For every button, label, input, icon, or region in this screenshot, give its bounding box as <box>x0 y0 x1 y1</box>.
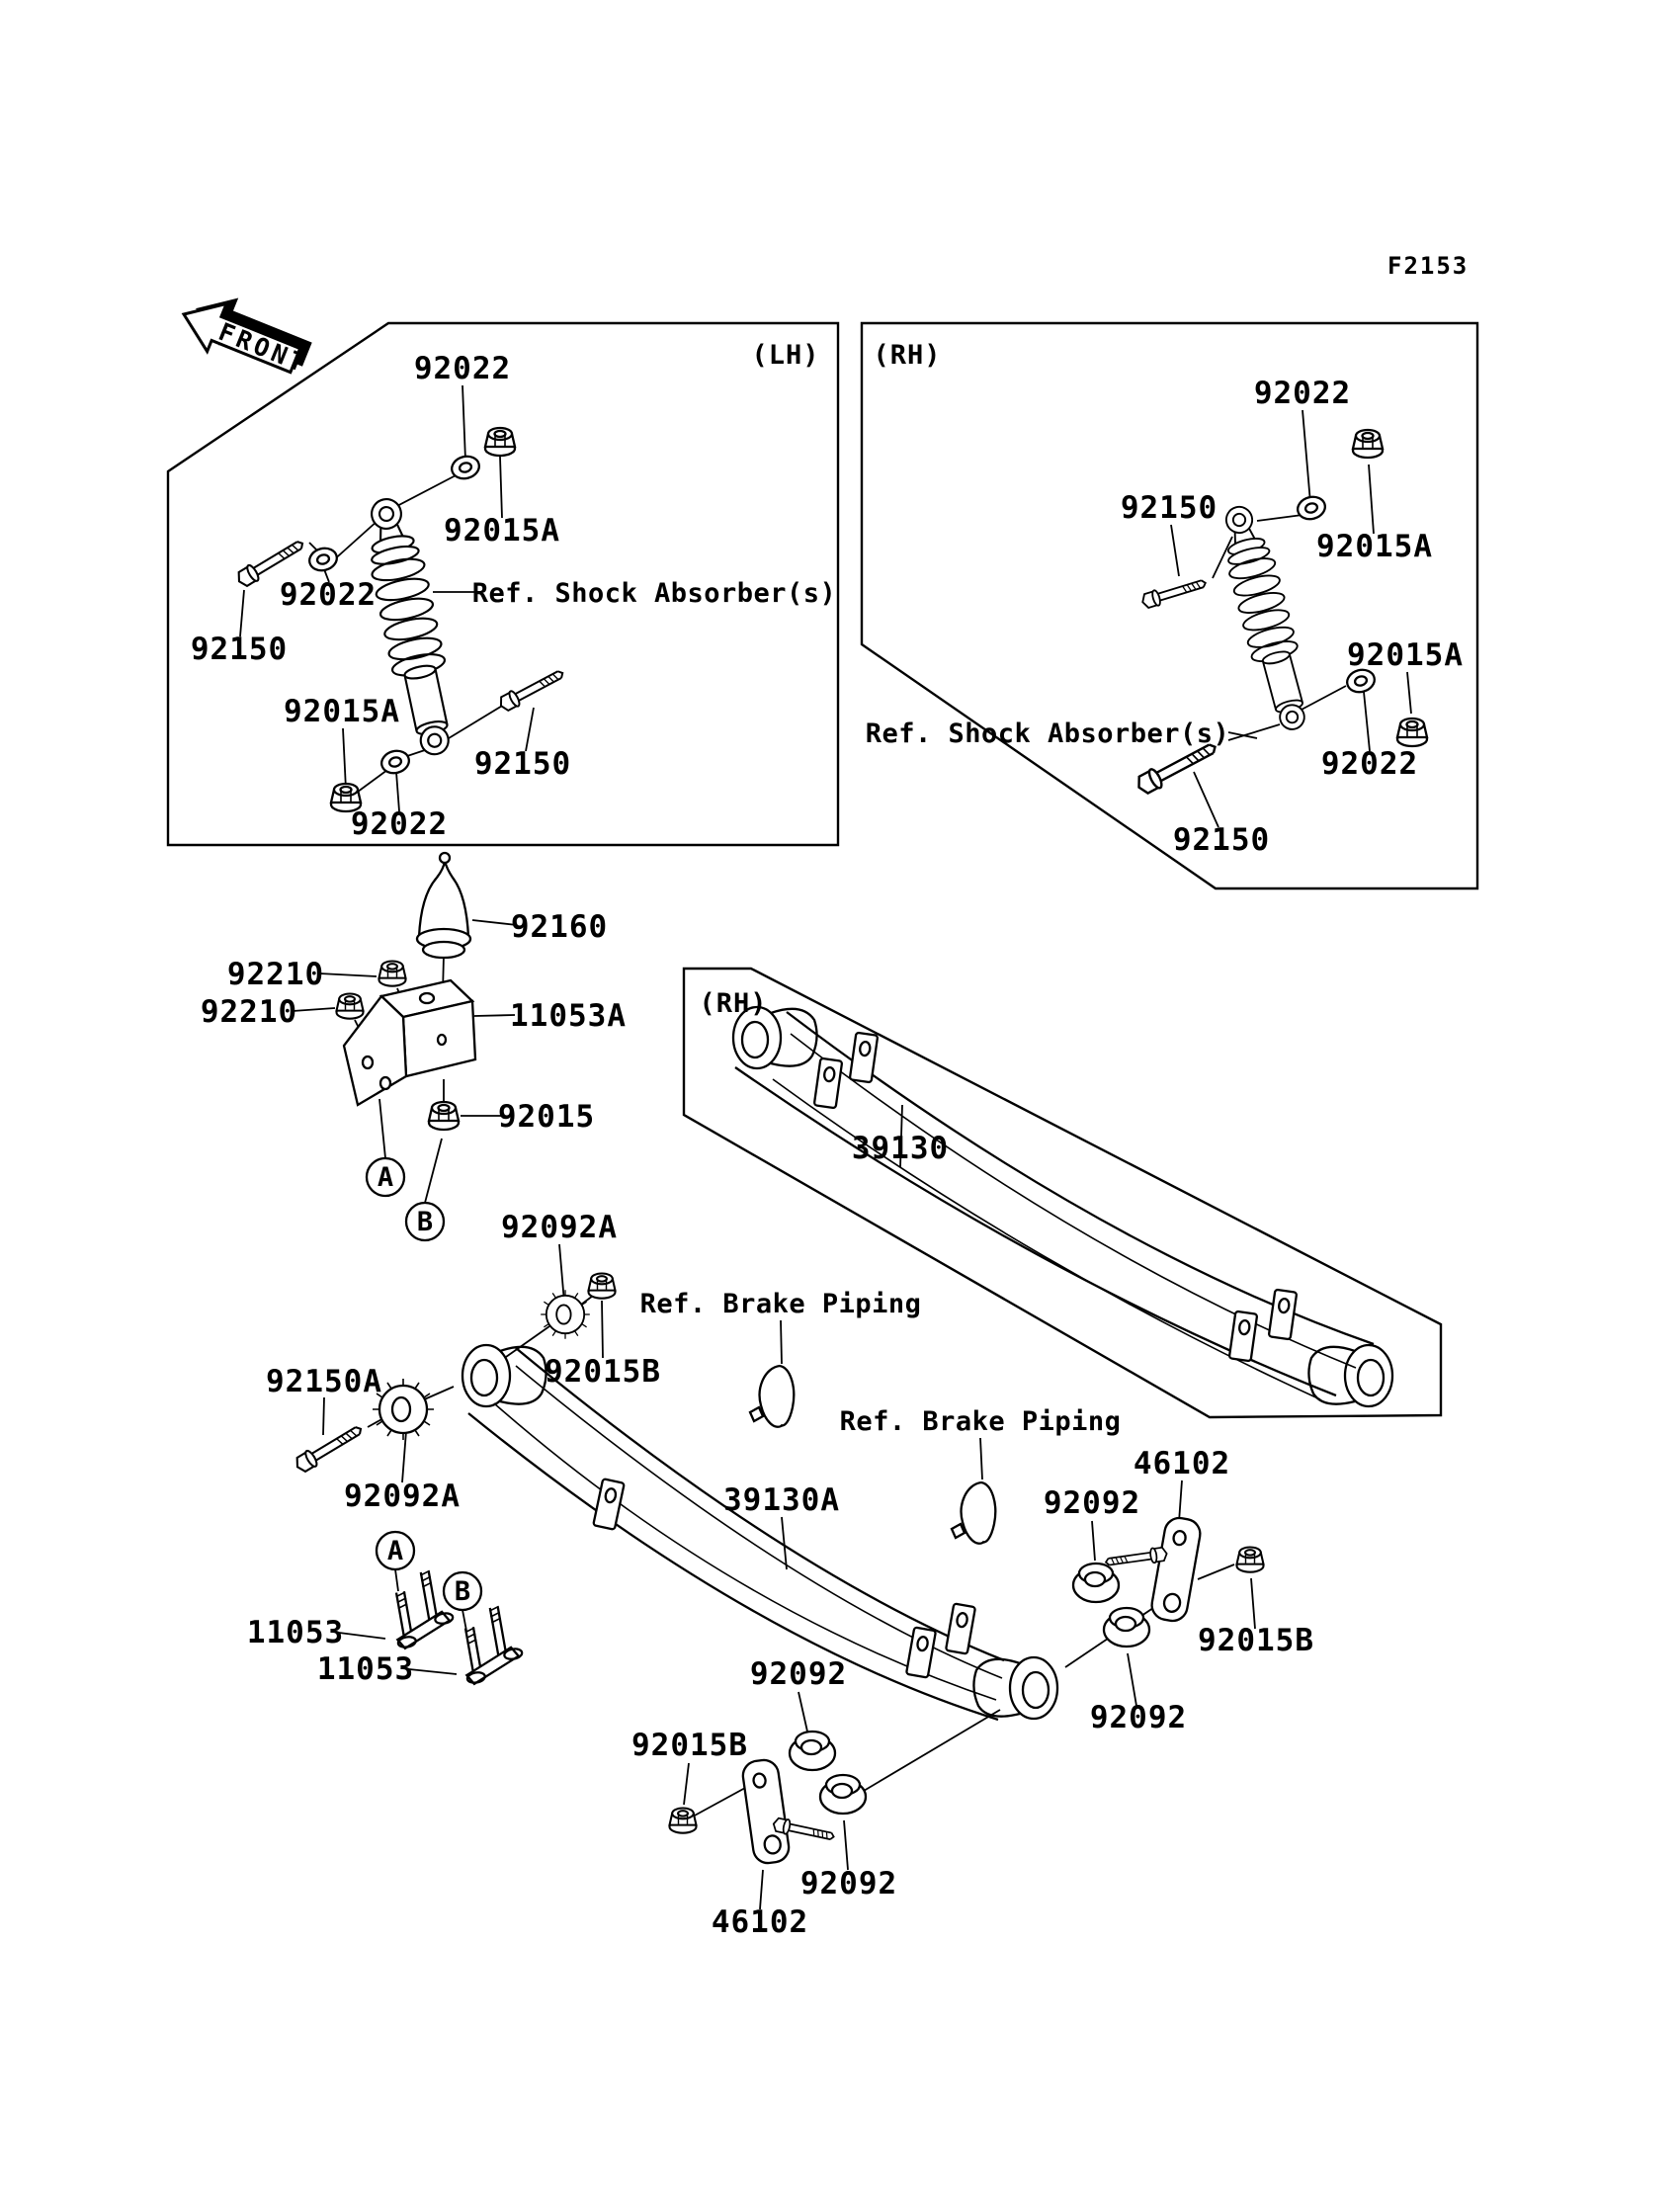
caption-rh-leaf-box: (RH) <box>699 988 768 1019</box>
nut-drawing <box>670 1809 697 1833</box>
svg-text:A: A <box>377 1162 394 1193</box>
label-92015: 92015 <box>497 1099 596 1135</box>
bolt-drawing <box>1140 575 1208 610</box>
nut-drawing <box>1397 718 1427 746</box>
label-92022-lh-left: 92022 <box>279 577 378 613</box>
svg-text:B: B <box>416 1207 434 1237</box>
label-92150a: 92150A <box>266 1364 382 1399</box>
bushing-drawing <box>820 1775 866 1814</box>
label-92015b-right: 92015B <box>1198 1623 1314 1658</box>
rh-shock-absorber-drawing <box>1214 501 1318 734</box>
shackle-plate-drawing <box>741 1758 791 1865</box>
label-46102-bottom: 46102 <box>711 1904 809 1940</box>
svg-text:A: A <box>386 1536 404 1566</box>
label-92150-rh-bottom: 92150 <box>1172 822 1271 858</box>
bump-stop-drawing <box>417 853 470 958</box>
label-92150-lh-left: 92150 <box>190 632 289 667</box>
label-92092-bottom: 92092 <box>799 1866 898 1901</box>
label-92092-right-upper: 92092 <box>1043 1485 1141 1521</box>
label-92150-lh-bottom: 92150 <box>473 746 572 782</box>
bracket-11053a-drawing <box>344 980 475 1105</box>
nut-drawing <box>429 1102 459 1130</box>
label-92092a-2: 92092A <box>344 1479 461 1514</box>
marker-b-1 <box>406 1203 444 1240</box>
caption-rh-box: (RH) <box>873 340 942 371</box>
shackle-plate-drawing <box>1149 1516 1203 1624</box>
label-92160: 92160 <box>510 909 609 945</box>
toothed-washer-drawing <box>541 1290 590 1339</box>
label-11053-2: 11053 <box>316 1651 415 1687</box>
label-ref-shock-rh: Ref. Shock Absorber(s) <box>865 718 1230 749</box>
section-boxes <box>168 323 1477 1417</box>
bushing-drawing <box>1104 1608 1149 1647</box>
label-92092-right-lower: 92092 <box>1089 1700 1188 1735</box>
rh-leaf-spring-box <box>684 969 1441 1417</box>
nut-drawing <box>337 994 364 1019</box>
label-39130: 39130 <box>851 1131 950 1166</box>
washer-drawing <box>1296 494 1328 522</box>
label-46102-right: 46102 <box>1133 1446 1231 1481</box>
front-arrow <box>174 282 321 388</box>
label-92022-lh-top: 92022 <box>413 351 512 386</box>
label-92092a-1: 92092A <box>501 1210 618 1245</box>
label-92015a-rh-lower: 92015A <box>1347 637 1464 673</box>
nut-drawing <box>1237 1548 1264 1572</box>
rh-shock-box <box>862 323 1477 888</box>
u-bolt-drawing <box>456 1604 526 1685</box>
label-92015a-rh-upper: 92015A <box>1316 529 1433 564</box>
label-92015a-lh-bottom: 92015A <box>284 694 400 729</box>
nut-drawing <box>379 962 406 986</box>
label-92022-rh-top: 92022 <box>1253 376 1352 411</box>
caption-lh-box: (LH) <box>751 340 820 371</box>
label-92015a-lh-top: 92015A <box>444 513 560 549</box>
label-92092-bottom-upper: 92092 <box>749 1656 848 1692</box>
label-11053-1: 11053 <box>246 1615 345 1650</box>
label-ref-brake-2: Ref. Brake Piping <box>839 1406 1122 1437</box>
washer-drawing <box>307 546 340 573</box>
marker-a-2 <box>377 1532 414 1569</box>
svg-text:B: B <box>454 1576 471 1607</box>
leaf-spring-39130-drawing <box>733 1007 1392 1406</box>
label-92210-1: 92210 <box>226 957 325 992</box>
nut-drawing <box>485 428 515 456</box>
label-ref-shock-lh: Ref. Shock Absorber(s) <box>471 578 837 609</box>
brake-pipe-clamp-drawing <box>750 1366 794 1427</box>
label-39130a: 39130A <box>723 1482 840 1518</box>
label-11053a: 11053A <box>510 998 627 1034</box>
nut-drawing <box>589 1274 616 1299</box>
label-92022-lh-bottom: 92022 <box>350 806 449 842</box>
bolt-drawing <box>293 1421 365 1475</box>
label-92015b-mid: 92015B <box>545 1354 661 1390</box>
label-ref-brake-1: Ref. Brake Piping <box>639 1289 922 1319</box>
figure-code: F2153 <box>1387 252 1470 280</box>
label-92015b-bottom: 92015B <box>631 1728 748 1763</box>
nut-drawing <box>1353 430 1383 458</box>
label-92150-rh-top: 92150 <box>1120 490 1218 526</box>
bushing-drawing <box>790 1732 835 1770</box>
bushing-drawing <box>1073 1563 1119 1602</box>
label-92210-2: 92210 <box>200 994 298 1030</box>
brake-pipe-clamp-drawing <box>952 1482 995 1544</box>
label-92022-rh-bottom: 92022 <box>1320 746 1419 782</box>
marker-a-1 <box>367 1158 404 1196</box>
bolt-drawing <box>497 666 566 714</box>
marker-b-2 <box>444 1572 481 1610</box>
front-arrow-label: FRONT <box>214 316 313 380</box>
washer-drawing <box>450 454 482 481</box>
